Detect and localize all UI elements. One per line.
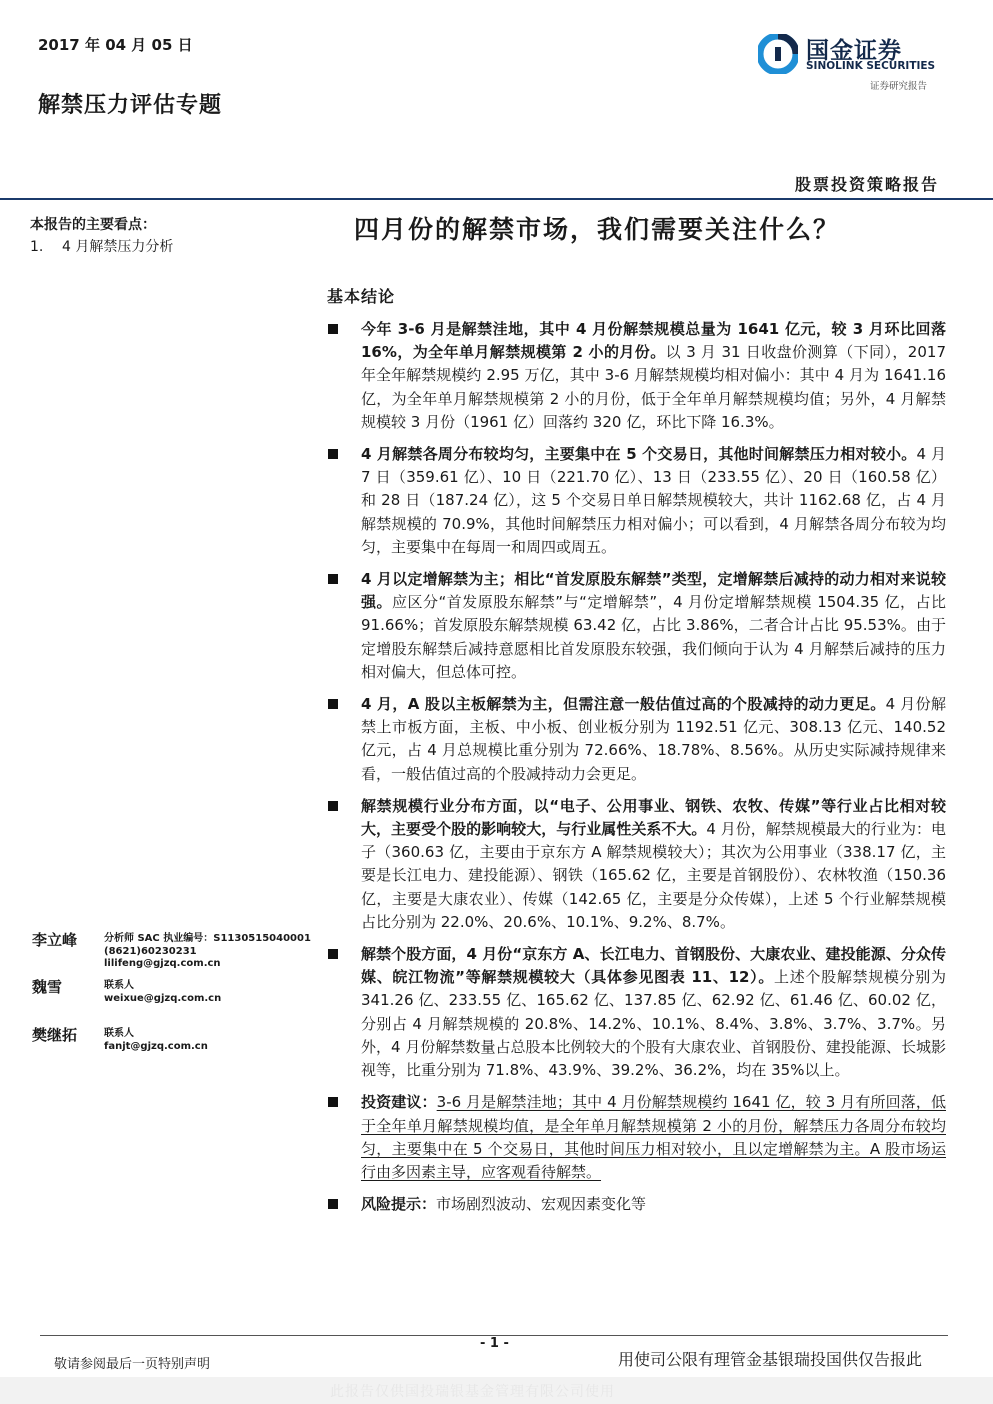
- sinolink-logo-icon: [758, 34, 798, 74]
- footer-disclaimer: 敬请参阅最后一页特别声明: [54, 1357, 211, 1372]
- analyst-name: 樊继拓: [32, 1026, 78, 1044]
- sidebar-item-number: 1.: [30, 239, 44, 255]
- analyst-email[interactable]: fanjt@gjzq.com.cn: [104, 1040, 208, 1052]
- report-type: 股票投资策略报告: [794, 175, 939, 194]
- analyst-role: 联系人: [104, 980, 134, 991]
- sidebar-heading: 本报告的主要看点：: [30, 217, 156, 233]
- analyst-info: [104, 933, 311, 971]
- bottom-watermark: 此报告仅供国投瑞银基金管理有限公司使用: [330, 1384, 615, 1400]
- bullet-square-icon: [328, 699, 338, 709]
- analyst-phone: (8621)60230231: [104, 945, 197, 957]
- logo-english-name: SINOLINK SECURITIES: [806, 60, 936, 72]
- bullet-text: 以 3 月 31 日收盘价测算（下同），2017 年全年解禁规模约 2.95 万亿，其中 3-6 月解禁规模均相对偏小：其中 4 月为 1641.16 亿，为全年单月解禁规模第 2 小的月份，低于全年单月解禁规模均值；另外，4 月解禁规模较 3 月份（1961 亿）回落约 320 亿，环比下降 16.3%。: [361, 343, 946, 431]
- list-item: [326, 443, 946, 559]
- bullet-square-icon: [328, 324, 338, 334]
- analyst-email[interactable]: weixue@gjzq.com.cn: [104, 992, 222, 1004]
- analyst-info: [104, 980, 221, 1005]
- analyst-cert: 分析师 SAC 执业编号：S1130515040001: [104, 933, 311, 944]
- header-divider: [0, 198, 993, 200]
- list-item: [326, 1091, 946, 1184]
- company-logo: [758, 30, 948, 92]
- list-item: [326, 943, 946, 1082]
- bullet-square-icon: [328, 801, 338, 811]
- list-item: [326, 318, 946, 434]
- bullet-text: 市场剧烈波动、宏观因素变化等: [436, 1195, 647, 1214]
- bullet-bold-text: 4 月，A 股以主板解禁为主，但需注意一般估值过高的个股减持的动力更足。: [361, 695, 886, 714]
- analyst-name: 魏雪: [32, 978, 63, 996]
- bullet-bold-text: 解禁规模行业分布方面，以“电子、公用事业、钢铁、农牧、传媒”等行业占比相对较大，主要受个股的影响较大，与行业属性关系不大。: [361, 796, 946, 839]
- bullet-square-icon: [328, 949, 338, 959]
- bullet-text: 应区分“首发原股东解禁”与“定增解禁”，4 月份定增解禁规模 1504.35 亿，占比 91.66%；首发原股东解禁规模 63.42 亿，占比 3.86%，二者合计占比 95.53%。由于定增股东解禁后减持意愿相比首发原股东较强，我们倾向于认为 4 月解禁后减持的压力相对偏大，但总体可控。: [361, 593, 946, 681]
- bullet-text: 4 月份，解禁规模最大的行业为：电子（360.63 亿，主要由于京东方 A 解禁规模较大）；其次为公用事业（338.17 亿，主要是长江电力、建投能源）、钢铁（165.62 亿，主要是首钢股份）、农林牧渔（150.36 亿，主要是大康农业）、传媒（142.65 亿，主要是分众传媒），上述 5 个行业解禁规模占比分别为 22.0%、20.6%、10.1%、9.2%、8.7%。: [361, 820, 946, 931]
- analyst-info: [104, 1028, 208, 1053]
- footer-watermark-text: 用使司公限有理管金基银瑞投国供仅告报此: [618, 1350, 923, 1369]
- logo-subtitle: 证券研究报告: [870, 81, 928, 92]
- bullet-square-icon: [328, 574, 338, 584]
- bullet-bold-text: 4 月解禁各周分布较均匀，主要集中在 5 个交易日，其他时间解禁压力相对较小。: [361, 445, 917, 464]
- analyst-email[interactable]: lilifeng@gjzq.com.cn: [104, 958, 221, 969]
- bullet-text: 3-6 月是解禁洼地；其中 4 月份解禁规模约 1641 亿，较 3 月有所回落，低于全年单月解禁规模均值，是全年单月解禁规模第 2 小的月份，解禁压力各周分布较均匀，主要集中在 5 个交易日，其他时间压力相对较小，且以定增解禁为主。A 股市场运行由多因素主导，应客观看待解禁。: [361, 1093, 946, 1181]
- bullet-bold-text: 风险提示：: [361, 1195, 437, 1214]
- report-date: 2017 年 04 月 05 日: [38, 36, 193, 54]
- page-number: - 1 -: [480, 1336, 509, 1351]
- logo-chinese-name: 国金证券: [806, 38, 902, 64]
- section-heading: 基本结论: [327, 287, 396, 306]
- bullet-bold-text: 解禁个股方面，4 月份“京东方 A、长江电力、首钢股份、大康农业、建投能源、分众传媒、皖江物流”等解禁规模较大（具体参见图表 11、12）。: [361, 945, 946, 987]
- bullet-bold-text: 4 月以定增解禁为主；相比“首发原股东解禁”类型，定增解禁后减持的动力相对来说较强。: [361, 570, 946, 612]
- list-item: [326, 693, 946, 786]
- analyst-role: 联系人: [104, 1028, 134, 1039]
- bullet-text: 上述个股解禁规模分别为 341.26 亿、233.55 亿、165.62 亿、137.85 亿、62.92 亿、61.46 亿、60.02 亿，分别占 4 月解禁规模的 20.8%、14.2%、10.1%、8.4%、3.8%、3.7%、3.7%。另外，4 月份解禁数量占总股本比例较大的个股有大康农业、首钢股份、建投能源、长城影视等，比重分别为 71.8%、43.9%、39.2%、36.2%，均在 35%以上。: [361, 968, 946, 1080]
- sidebar-item-text: 4 月解禁压力分析: [62, 239, 174, 255]
- bullet-bold-text: 今年 3-6 月是解禁洼地，其中 4 月份解禁规模总量为 1641 亿元，较 3 月环比回落 16%，为全年单月解禁规模第 2 小的月份。: [361, 320, 946, 362]
- list-item: [326, 795, 946, 934]
- sidebar-item: [30, 236, 173, 256]
- bullet-text: 4 月 7 日（359.61 亿）、10 日（221.70 亿）、13 日（233.55 亿）、20 日（160.58 亿）和 28 日（187.24 亿），这 5 个交易日单日解禁规模较大，共计 1162.68 亿，占 4 月解禁规模的 70.9%，其他时间解禁压力相对偏小；可以看到，4 月解禁各周分布较为均匀，主要集中在每周一和周四或周五。: [361, 445, 947, 556]
- report-topic: 解禁压力评估专题: [38, 93, 223, 118]
- list-item: [326, 1193, 946, 1216]
- analyst-name: 李立峰: [32, 931, 78, 949]
- bullet-square-icon: [328, 1199, 338, 1209]
- conclusion-list: [326, 318, 946, 1225]
- bullet-text: 4 月份解禁上市板方面，主板、中小板、创业板分别为 1192.51 亿元、308.13 亿元、140.52 亿元，占 4 月总规模比重分别为 72.66%、18.78%、8.56%。从历史实际减持规律来看，一般估值过高的个股减持动力会更足。: [361, 695, 947, 783]
- list-item: [326, 568, 946, 684]
- bullet-square-icon: [328, 1097, 338, 1107]
- bullet-bold-text: 投资建议：: [361, 1093, 437, 1112]
- page-title: 四月份的解禁市场，我们需要关注什么？: [354, 215, 841, 244]
- bullet-square-icon: [328, 449, 338, 459]
